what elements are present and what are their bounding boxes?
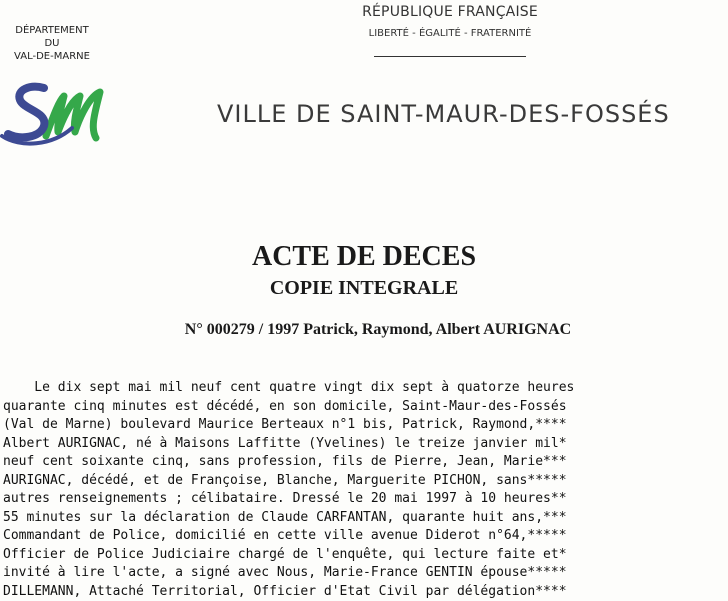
body-line: neuf cent soixante cinq, sans profession, fils de Pierre, Jean, Marie*** [3,453,728,472]
republic-title: RÉPUBLIQUE FRANÇAISE [330,4,570,20]
city-name: VILLE DE SAINT-MAUR-DES-FOSSÉS [217,100,670,128]
body-line: Officier de Police Judiciaire chargé de l'enquête, qui lecture faite et* [3,546,728,565]
saint-maur-sm-logo [0,82,108,150]
body-line: Commandant de Police, domicilié en cette ville avenue Diderot n°64,***** [3,527,728,546]
department-block [0,24,104,63]
body-line: 55 minutes sur la déclaration de Claude CARFANTAN, quarante huit ans,*** [3,509,728,528]
body-line: (Val de Marne) boulevard Maurice Berteaux n°1 bis, Patrick, Raymond,**** [3,416,728,435]
department-line-2: DU [0,37,104,50]
department-line-3: VAL-DE-MARNE [0,50,104,63]
document-reference: N° 000279 / 1997 Patrick, Raymond, Albert AURIGNAC [14,321,728,339]
document-subtitle: COPIE INTEGRALE [0,277,728,300]
republic-header [330,4,570,57]
header-divider [374,56,526,57]
document-body [3,379,728,601]
department-line-1: DÉPARTEMENT [0,24,104,37]
body-line: invité à lire l'acte, a signé avec Nous, Marie-France GENTIN épouse***** [3,564,728,583]
body-line: AURIGNAC, décédé, et de Françoise, Blanche, Marguerite PICHON, sans***** [3,472,728,491]
republic-motto: LIBERTÉ - ÉGALITÉ - FRATERNITÉ [330,28,570,39]
body-line: Albert AURIGNAC, né à Maisons Laffitte (Yvelines) le treize janvier mil* [3,435,728,454]
body-line: DILLEMANN, Attaché Territorial, Officier d'Etat Civil par délégation**** [3,583,728,601]
document-title: ACTE DE DECES [0,241,728,273]
body-line: quarante cinq minutes est décédé, en son domicile, Saint-Maur-des-Fossés [3,398,728,417]
body-line: autres renseignements ; célibataire. Dressé le 20 mai 1997 à 10 heures** [3,490,728,509]
body-line: Le dix sept mai mil neuf cent quatre vingt dix sept à quatorze heures [3,379,728,398]
